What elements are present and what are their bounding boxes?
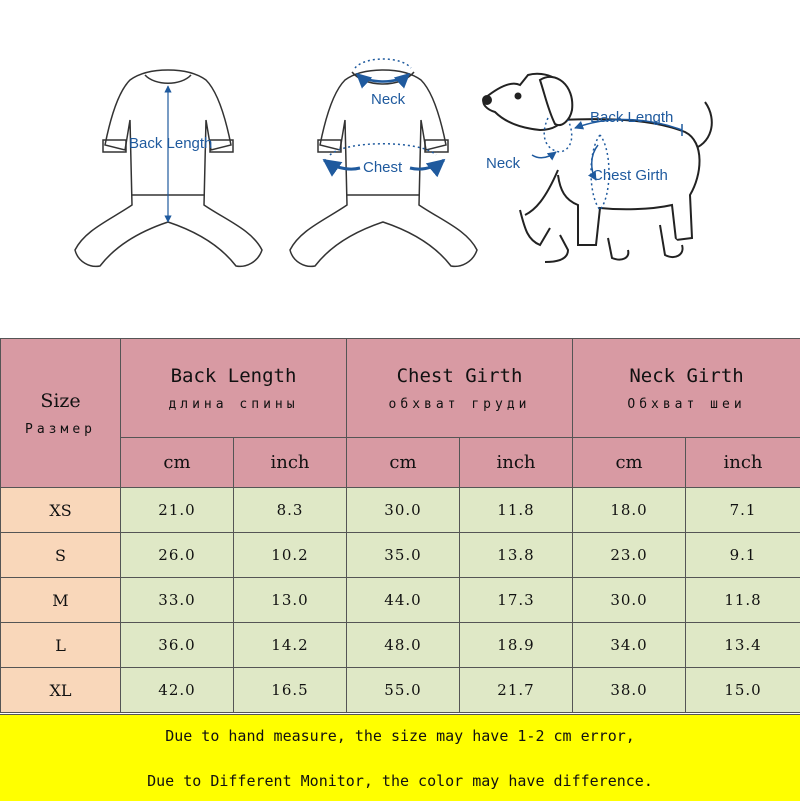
measurement-illustration (0, 0, 800, 338)
value-cell: 36.0 (121, 623, 234, 668)
value-cell: 42.0 (121, 668, 234, 713)
chest-girth-header-en: Chest Girth (347, 365, 572, 387)
value-cell: 11.8 (460, 488, 573, 533)
chest-girth-header-ru: обхват груди (347, 397, 572, 412)
value-cell: 18.9 (460, 623, 573, 668)
back-length-header-ru: длина спины (121, 397, 346, 412)
table-row (1, 488, 800, 533)
neck-girth-header-ru: Обхват шеи (573, 397, 800, 412)
sweater-neck-label: Neck (371, 91, 406, 108)
size-header-ru: Размер (1, 422, 120, 437)
dog-chest-girth-label: Chest Girth (592, 167, 668, 184)
unit-header-neck-inch: inch (686, 438, 800, 488)
value-cell: 11.8 (686, 578, 800, 623)
size-cell: L (1, 623, 121, 668)
value-cell: 18.0 (573, 488, 686, 533)
neck-girth-header-en: Neck Girth (573, 365, 800, 387)
value-cell: 16.5 (234, 668, 347, 713)
unit-header-back-inch: inch (234, 438, 347, 488)
dog-neck-label: Neck (486, 155, 521, 172)
chest-girth-header (347, 339, 573, 438)
unit-header-neck-cm: cm (573, 438, 686, 488)
table-row (1, 668, 800, 713)
value-cell: 21.7 (460, 668, 573, 713)
back-length-header-en: Back Length (121, 365, 346, 387)
value-cell: 7.1 (686, 488, 800, 533)
value-cell: 13.0 (234, 578, 347, 623)
size-cell: M (1, 578, 121, 623)
value-cell: 10.2 (234, 533, 347, 578)
disclaimer-line-2: Due to Different Monitor, the color may have difference. (0, 772, 800, 790)
value-cell: 17.3 (460, 578, 573, 623)
neck-dotted-line (355, 59, 411, 68)
value-cell: 33.0 (121, 578, 234, 623)
value-cell: 21.0 (121, 488, 234, 533)
dog-neck-arrow (532, 152, 556, 158)
size-cell: XS (1, 488, 121, 533)
size-chart-table (0, 338, 800, 713)
disclaimer-notice (0, 714, 800, 801)
sweater-back-length-label: Back Length (129, 135, 212, 152)
value-cell: 23.0 (573, 533, 686, 578)
value-cell: 55.0 (347, 668, 460, 713)
size-header-en: Size (1, 390, 120, 412)
measurement-diagram-svg (0, 0, 800, 338)
value-cell: 14.2 (234, 623, 347, 668)
back-length-header (121, 339, 347, 438)
table-row (1, 578, 800, 623)
neck-girth-header (573, 339, 800, 438)
unit-header-chest-inch: inch (460, 438, 573, 488)
value-cell: 13.8 (460, 533, 573, 578)
disclaimer-line-1: Due to hand measure, the size may have 1-2 cm error, (0, 727, 800, 745)
value-cell: 9.1 (686, 533, 800, 578)
value-cell: 48.0 (347, 623, 460, 668)
dog-back-length-label: Back Length (590, 109, 673, 126)
table-row (1, 533, 800, 578)
value-cell: 34.0 (573, 623, 686, 668)
value-cell: 30.0 (347, 488, 460, 533)
value-cell: 35.0 (347, 533, 460, 578)
unit-header-back-cm: cm (121, 438, 234, 488)
size-header-cell (1, 339, 121, 488)
value-cell: 38.0 (573, 668, 686, 713)
value-cell: 15.0 (686, 668, 800, 713)
size-cell: XL (1, 668, 121, 713)
size-cell: S (1, 533, 121, 578)
unit-header-chest-cm: cm (347, 438, 460, 488)
table-row (1, 623, 800, 668)
sweater-chest-label: Chest (363, 159, 403, 176)
value-cell: 44.0 (347, 578, 460, 623)
value-cell: 8.3 (234, 488, 347, 533)
value-cell: 13.4 (686, 623, 800, 668)
value-cell: 26.0 (121, 533, 234, 578)
value-cell: 30.0 (573, 578, 686, 623)
